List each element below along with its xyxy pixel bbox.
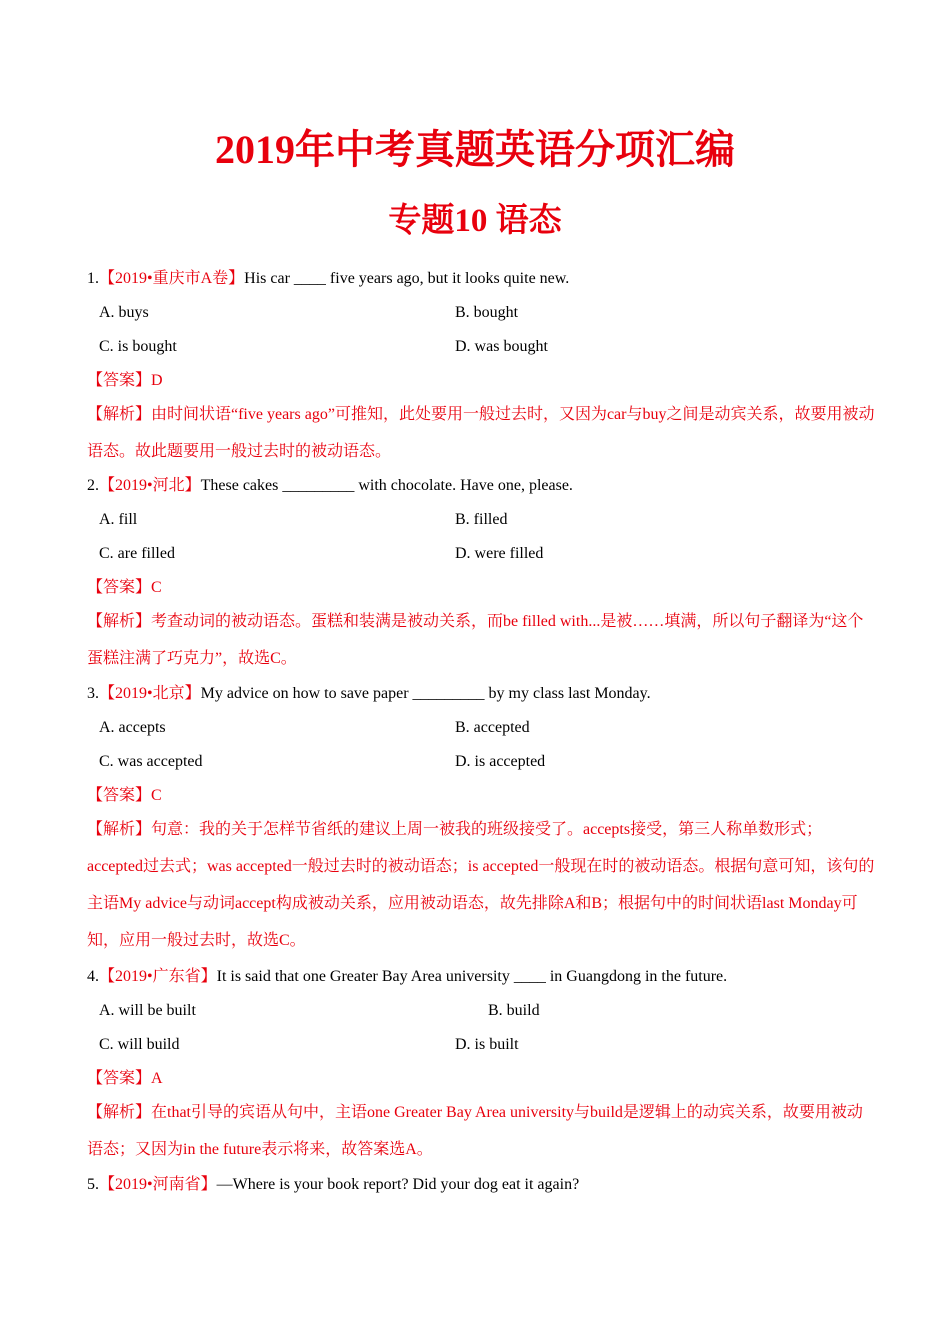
q4-answer: 【答案】A bbox=[87, 1070, 163, 1087]
q4-option-b: B. build bbox=[488, 1002, 540, 1019]
q3-option-d: D. is accepted bbox=[455, 753, 546, 770]
q1-option-c: C. is bought bbox=[99, 338, 177, 355]
q4-option-a: A. will be built bbox=[99, 1002, 196, 1019]
document-subtitle: 专题10 语态 bbox=[388, 203, 562, 239]
q2-answer: 【答案】C bbox=[87, 579, 162, 596]
q1-option-b: B. bought bbox=[455, 304, 519, 321]
q2-option-c: C. are filled bbox=[99, 545, 175, 562]
q1-option-a: A. buys bbox=[99, 304, 149, 321]
q2-option-a: A. fill bbox=[99, 511, 138, 528]
q1-answer: 【答案】D bbox=[87, 372, 163, 389]
document-title: 2019年中考真题英语分项汇编 bbox=[215, 127, 735, 172]
q4-option-c: C. will build bbox=[99, 1036, 180, 1053]
q2-option-b: B. filled bbox=[455, 511, 508, 528]
q1-option-d: D. was bought bbox=[455, 338, 548, 355]
question-3-stem: 3.【2019•北京】My advice on how to save paper _________ by my class last Monday. bbox=[87, 685, 651, 702]
q3-option-a: A. accepts bbox=[99, 719, 166, 736]
question-1-stem: 1.【2019•重庆市A卷】His car ____ five years ago, but it looks quite new. bbox=[87, 270, 570, 287]
q2-explanation: 【解析】考查动词的被动语态。蛋糕和装满是被动关系，而be filled with...是被……填满，所以句子翻译为“这个蛋糕注满了巧克力”，故选C。 bbox=[87, 613, 864, 667]
question-5-stem: 5.【2019•河南省】—Where is your book report? Did your dog eat it again? bbox=[87, 1176, 580, 1193]
q2-option-d: D. were filled bbox=[455, 545, 544, 562]
q1-explanation: 【解析】由时间状语“five years ago”可推知，此处要用一般过去时，又因为car与buy之间是动宾关系，故要用被动语态。故此题要用一般过去时的被动语态。 bbox=[87, 406, 875, 460]
q3-explanation: 【解析】句意：我的关于怎样节省纸的建议上周一被我的班级接受了。accepts接受，第三人称单数形式；accepted过去式；was accepted一般过去时的被动语态；is accepted一般现在时的被动语态。根据句意可知，该句的主语My advice与动词accept构成被动关系，应用被动语态，故先排除A和B；根据句中的时间状语last Monday可知，应用一般过去时，故选C。 bbox=[87, 821, 875, 949]
q3-answer: 【答案】C bbox=[87, 787, 162, 804]
question-4-stem: 4.【2019•广东省】It is said that one Greater Bay Area university ____ in Guangdong in the future. bbox=[87, 968, 728, 985]
q4-option-d: D. is built bbox=[455, 1036, 519, 1053]
question-2-stem: 2.【2019•河北】These cakes _________ with chocolate. Have one, please. bbox=[87, 477, 573, 494]
q4-explanation: 【解析】在that引导的宾语从句中，主语one Greater Bay Area university与build是逻辑上的动宾关系，故要用被动语态；又因为in the future表示将来，故答案选A。 bbox=[87, 1104, 863, 1158]
q3-option-c: C. was accepted bbox=[99, 753, 203, 770]
q3-option-b: B. accepted bbox=[455, 719, 530, 736]
